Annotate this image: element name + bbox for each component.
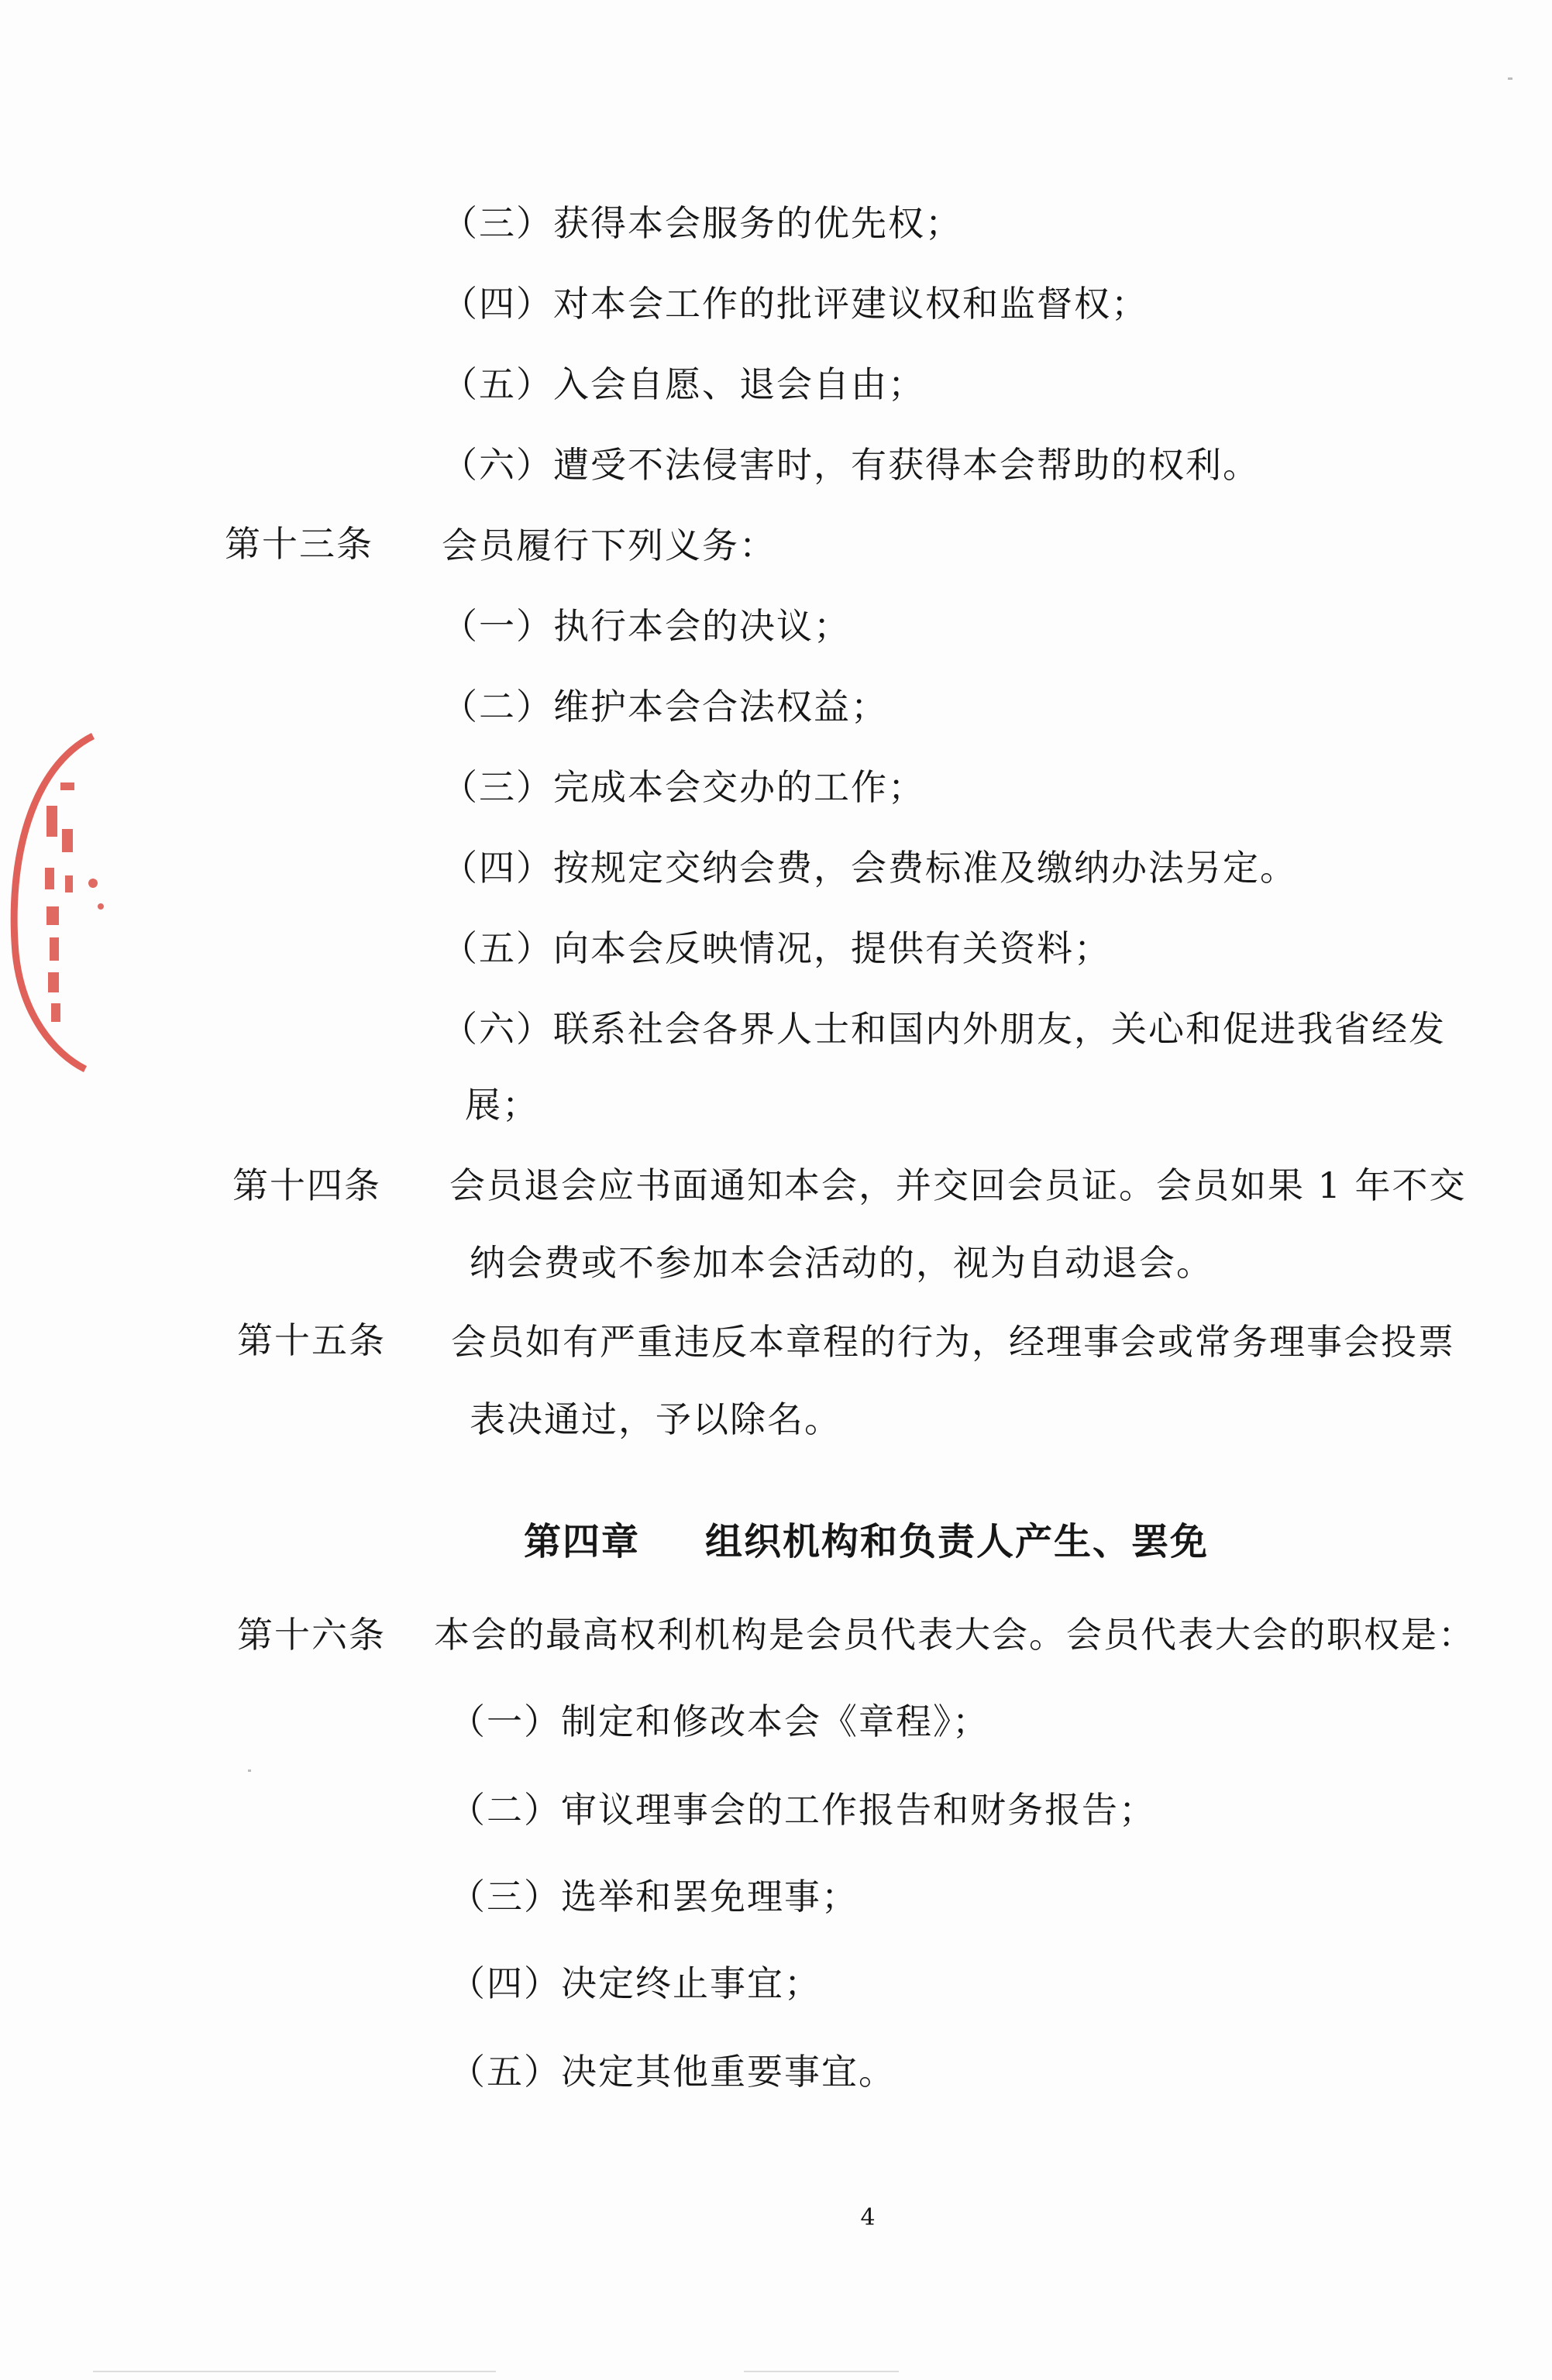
scan-mark — [1508, 77, 1512, 80]
page-number: 4 — [860, 2204, 876, 2231]
article-15-line2: 表决通过，予以除名。 — [470, 1398, 841, 1440]
article-14-line2: 纳会费或不参加本会活动的，视为自动退会。 — [470, 1242, 1213, 1284]
seal-stamp-icon — [0, 721, 116, 1077]
scan-mark — [93, 2371, 496, 2372]
power-item-3: （三）选举和罢免理事； — [449, 1876, 859, 1917]
scan-mark — [744, 2371, 899, 2372]
duty-item-6-cont: 展； — [465, 1084, 539, 1126]
article-15-line1: 会员如有严重违反本章程的行为，经理事会或常务理事会投票 — [451, 1321, 1455, 1363]
duty-item-2: （二）维护本会合法权益； — [442, 686, 888, 727]
rights-item-4: （四）对本会工作的批评建议权和监督权； — [442, 283, 1148, 325]
article-15-label: 第十五条 — [237, 1319, 386, 1361]
chapter-number: 第四章 — [524, 1520, 641, 1563]
duty-item-4: （四）按规定交纳会费，会费标准及缴纳办法另定。 — [442, 847, 1297, 889]
chapter-title: 组织机构和负责人产生、罢免 — [705, 1520, 1210, 1563]
article-13-label: 第十三条 — [225, 523, 373, 565]
rights-item-6: （六）遭受不法侵害时，有获得本会帮助的权利。 — [442, 444, 1260, 486]
power-item-1: （一）制定和修改本会《章程》； — [449, 1701, 989, 1742]
article-14-label: 第十四条 — [232, 1164, 381, 1206]
article-16-text: 本会的最高权利机构是会员代表大会。会员代表大会的职权是： — [434, 1614, 1475, 1656]
power-item-4: （四）决定终止事宜； — [449, 1962, 821, 2004]
article-16-label: 第十六条 — [237, 1614, 386, 1656]
power-item-2: （二）审议理事会的工作报告和财务报告； — [449, 1789, 1156, 1831]
duty-item-5: （五）向本会反映情况，提供有关资料； — [442, 927, 1111, 969]
duty-item-6: （六）联系社会各界人士和国内外朋友，关心和促进我省经发 — [442, 1008, 1446, 1050]
duty-item-1: （一）执行本会的决议； — [442, 605, 851, 647]
article-14-line1: 会员退会应书面通知本会，并交回会员证。会员如果 1 年不交 — [449, 1164, 1467, 1206]
article-13-text: 会员履行下列义务： — [442, 524, 776, 566]
scan-mark — [248, 1770, 251, 1772]
power-item-5: （五）决定其他重要事宜。 — [449, 2051, 896, 2093]
duty-item-3: （三）完成本会交办的工作； — [442, 766, 925, 808]
rights-item-3: （三）获得本会服务的优先权； — [442, 202, 962, 244]
rights-item-5: （五）入会自愿、退会自由； — [442, 363, 925, 405]
